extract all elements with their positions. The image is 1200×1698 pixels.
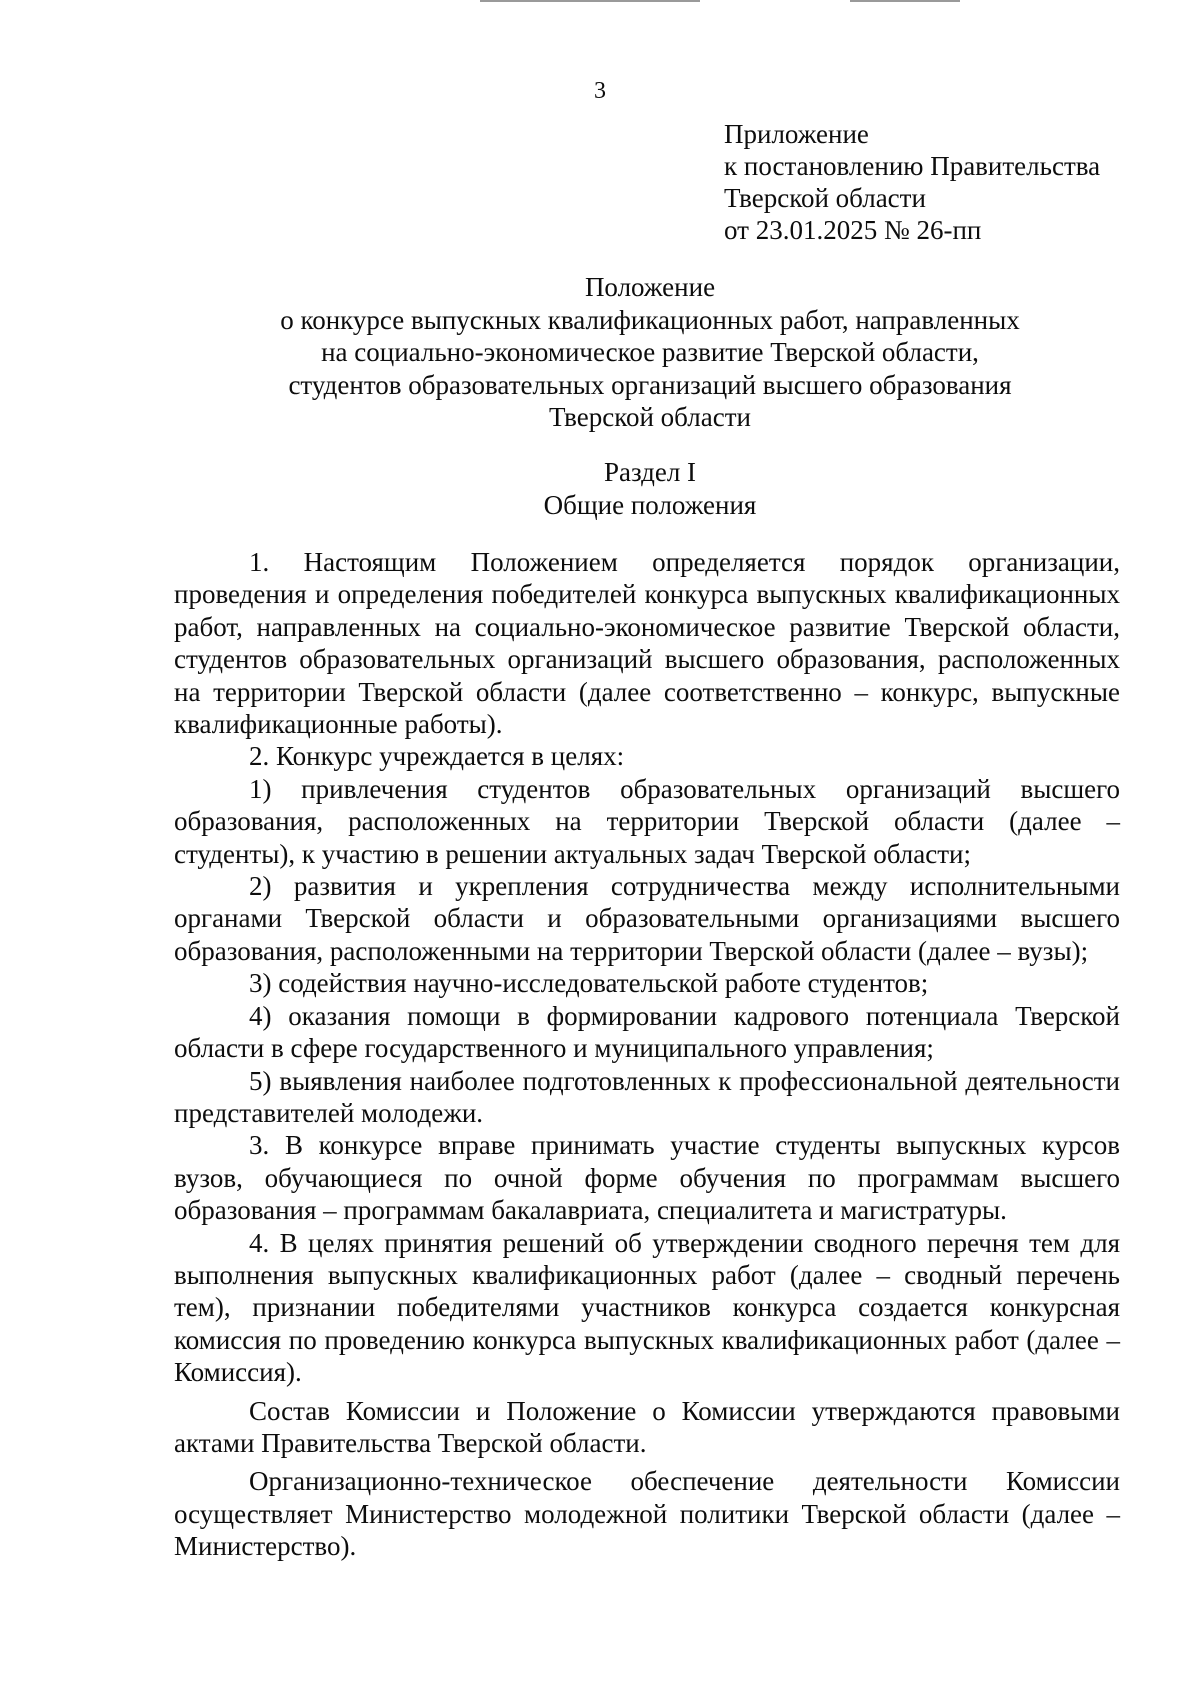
body-text bbox=[174, 546, 1120, 1563]
paragraph: 4. В целях принятия решений об утверждении сводного перечня тем для выполнения выпускных квалификационных работ (далее – сводный перечень тем), признании победителями участников конкурса создается конкурсная комиссия по проведению конкурса выпускных квалификационных работ (далее – Комиссия). bbox=[174, 1227, 1120, 1388]
paragraph: 2. Конкурс учреждается в целях: bbox=[249, 741, 625, 772]
appendix-line: к постановлению Правительства bbox=[724, 151, 1101, 181]
paragraph: Организационно-техническое обеспечение деятельности Комиссии осуществляет Министерство молодежной политики Тверской области (далее – Министерство). bbox=[174, 1466, 1120, 1562]
title-line: Положение bbox=[584, 272, 716, 302]
document-title bbox=[0, 271, 1200, 434]
title-line: Тверской области bbox=[549, 402, 751, 432]
title-line: студентов образовательных организаций высшего образования bbox=[288, 369, 1012, 400]
paragraph: 4) оказания помощи в формировании кадрового потенциала Тверской области в сфере государственного и муниципального управления; bbox=[174, 1000, 1120, 1064]
section-heading bbox=[0, 456, 1200, 521]
title-line: о конкурсе выпускных квалификационных работ, направленных bbox=[280, 304, 1020, 335]
paragraph: 5) выявления наиболее подготовленных к профессиональной деятельности представителей молодежи. bbox=[174, 1065, 1120, 1128]
appendix-line: Тверской области bbox=[724, 183, 926, 213]
paragraph: 1. Настоящим Положением определяется порядок организации, проведения и определения победителей конкурса выпускных квалификационных работ, направленных на социально-экономическое развитие Тверской области, студентов образовательных организаций высшего образования, расположенных на территории Тверской области (далее соответственно – конкурс, выпускные квалификационные работы). bbox=[174, 547, 1120, 740]
section-name: Общие положения bbox=[543, 489, 757, 520]
scan-edge-mark bbox=[850, 0, 960, 2]
title-line: на социально-экономическое развитие Тверской области, bbox=[321, 337, 979, 367]
section-number: Раздел I bbox=[603, 457, 697, 487]
paragraph: 1) привлечения студентов образовательных организаций высшего образования, расположенных на территории Тверской области (далее – студенты), к участию в решении актуальных задач Тверской области; bbox=[174, 773, 1120, 869]
paragraph: Состав Комиссии и Положение о Комиссии утверждаются правовыми актами Правительства Тверской области. bbox=[174, 1395, 1120, 1458]
paragraph: 2) развития и укрепления сотрудничества между исполнительными органами Тверской области и образовательными организациями высшего образования, расположенными на территории Тверской области (далее – вузы); bbox=[174, 871, 1120, 966]
paragraph: 3. В конкурсе вправе принимать участие студенты выпускных курсов вузов, обучающиеся по очной форме обучения по программам высшего образования – программам бакалавриата, специалитета и магистратуры. bbox=[174, 1130, 1120, 1226]
appendix-block bbox=[724, 118, 1100, 246]
scan-edge-mark bbox=[480, 0, 700, 2]
page-number: 3 bbox=[594, 78, 606, 104]
appendix-date-number: от 23.01.2025 № 26-пп bbox=[724, 215, 982, 245]
paragraph: 3) содействия научно-исследовательской работе студентов; bbox=[249, 968, 929, 999]
appendix-line: Приложение bbox=[724, 119, 869, 149]
